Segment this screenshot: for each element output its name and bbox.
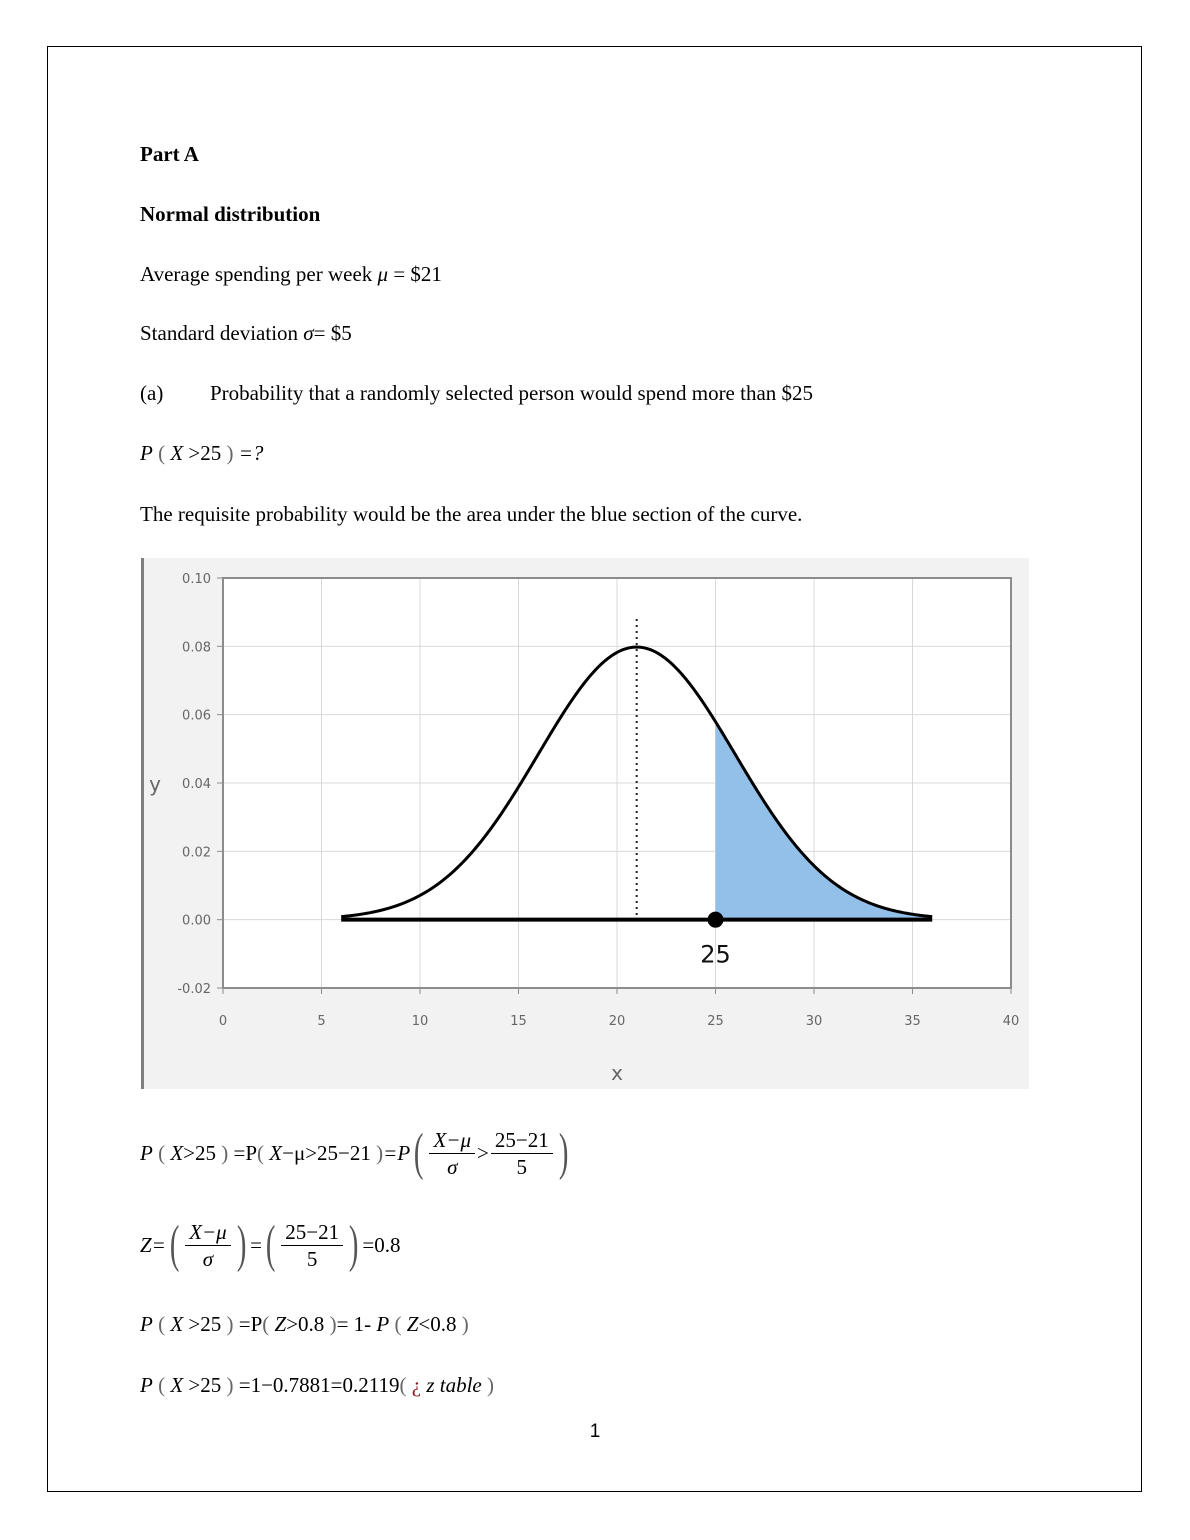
- x-tick-label: 20: [608, 1014, 626, 1029]
- sd-line: Standard deviation σ= $5: [140, 321, 352, 345]
- subheading: Normal distribution: [140, 202, 321, 226]
- equation-2: Z= ( $\frac{X-\mu}{\sigma}$ ) = ( $\frac{25-21}{5}$ ) =0.8: [140, 1216, 401, 1273]
- marker-point: [708, 912, 724, 928]
- x-tick-label: 15: [510, 1014, 527, 1029]
- mean-line: Average spending per week μ = $21: [140, 262, 442, 286]
- fraction-3: $\frac{X-\mu}{\sigma}$: [185, 1219, 231, 1272]
- fraction-4: $\frac{25-21}{5}$: [281, 1219, 343, 1272]
- y-axis-title: y: [149, 772, 161, 796]
- y-tick-label: 0.10: [182, 572, 211, 587]
- intro-text: The requisite probability would be the area under the blue section of the curve.: [140, 502, 803, 526]
- x-tick-label: 10: [411, 1014, 429, 1029]
- x-tick-label: 25: [707, 1014, 724, 1029]
- equation-4: P ( X >25 ) =1−0.7881=0.2119( ¿ z table ): [140, 1373, 495, 1397]
- fraction-2: $\frac{25-21}{5}$: [491, 1127, 553, 1180]
- x-tick-label: 0: [218, 1014, 228, 1029]
- chart-svg: [141, 558, 1029, 1089]
- y-tick-label: 0.02: [182, 845, 211, 861]
- p-question: P ( X >25 ) =?: [140, 441, 264, 465]
- y-tick-label: 0.08: [182, 640, 211, 656]
- page-number: 1: [589, 1421, 601, 1442]
- x-axis-title: x: [611, 1061, 623, 1085]
- equation-3: P ( X >25 ) =P( Z>0.8 )= 1- P ( Z<0.8 ): [140, 1312, 469, 1336]
- x-tick-label: 30: [805, 1014, 823, 1029]
- normal-curve-chart: [141, 558, 1029, 1089]
- equation-1: P ( X >25 ) =P ( X −μ>25−21 ) =P ( $\frac{X-\mu}{\sigma}$ > $\frac{25-21}{5}$ ): [140, 1124, 569, 1181]
- question-a: (a) Probability that a randomly selected person would spend more than $25: [140, 381, 814, 405]
- x-tick-label: 35: [904, 1014, 921, 1029]
- y-tick-label: 0.06: [182, 708, 211, 724]
- y-tick-label: 0.00: [182, 913, 211, 929]
- fraction-1: $\frac{X-\mu}{\sigma}$: [429, 1127, 475, 1180]
- y-tick-label: -0.02: [177, 982, 211, 997]
- x-tick-label: 5: [317, 1014, 326, 1029]
- marker-label: 25: [700, 940, 731, 969]
- heading: Part A: [140, 142, 199, 166]
- y-tick-label: 0.04: [182, 777, 211, 792]
- x-tick-label: 40: [1002, 1014, 1020, 1029]
